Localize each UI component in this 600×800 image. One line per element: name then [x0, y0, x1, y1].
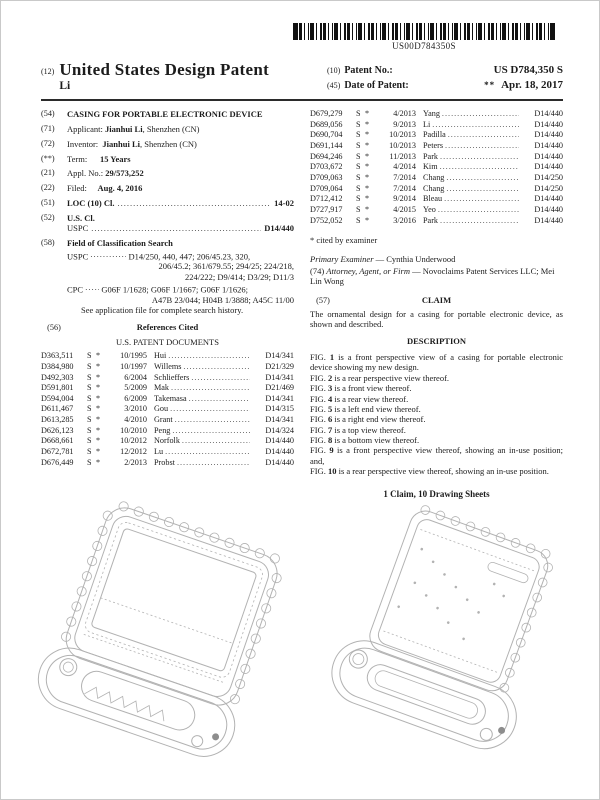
ref-patent-number: D709,064	[310, 183, 343, 193]
ref-name: Mak	[154, 383, 170, 393]
figure-description-line: FIG. 1 is a front perspective view of a casing for portable electronic device showing my new design.	[310, 352, 564, 373]
ref-date: 5/2009	[124, 383, 147, 393]
ref-patent-number: D703,672	[310, 162, 343, 172]
ref-name: Kim	[423, 162, 438, 172]
claims-sheets-note: 1 Claim, 10 Drawing Sheets	[383, 489, 490, 500]
reference-row: D679,279 S * 4/2013 Yang ..... D14/440	[310, 109, 563, 120]
figure-description-line: FIG. 8 is a bottom view thereof.	[310, 434, 420, 445]
search-history-note: See application file for complete search history.	[81, 305, 244, 316]
dot-leader	[171, 383, 250, 394]
dot-leader	[448, 130, 519, 141]
ref-name: Norfolk	[154, 436, 180, 446]
ref-class: D21/329	[265, 361, 294, 371]
field-71-applicant: (71) Applicant: Jianhui Li, Shenzhen (CN)	[41, 123, 200, 134]
ref-patent-number: D691,144	[310, 140, 343, 150]
figure-number: 2	[327, 372, 333, 383]
ref-date: 4/2014	[393, 162, 416, 172]
figure-description-line: FIG. 9 is a front perspective view thereof, showing an in-use position; and,	[310, 445, 564, 466]
ref-date: 10/2012	[120, 436, 147, 446]
figure-number: 10	[327, 466, 337, 477]
ref-date: 4/2015	[393, 204, 416, 214]
figure-description-line: FIG. 2 is a rear perspective view thereof.	[310, 372, 450, 383]
figure-description-line: FIG. 5 is a left end view thereof.	[310, 403, 421, 414]
ref-date: 4/2010	[124, 415, 147, 425]
patent-header	[41, 61, 563, 94]
figure-number: 4	[327, 393, 333, 404]
ref-patent-number: D613,285	[41, 415, 74, 425]
dot-leader	[446, 173, 519, 184]
references-cited-heading: References Cited	[136, 322, 199, 333]
ref-date: 10/2013	[389, 140, 416, 150]
ref-date: 10/1997	[120, 361, 147, 371]
dot-leader	[117, 198, 271, 208]
figure-number: 8	[327, 434, 333, 445]
dot-leader	[165, 447, 250, 458]
ref-patent-number: D712,412	[310, 194, 343, 204]
reference-row: D626,123 S * 10/2010 Peng ..... D14/324	[41, 426, 294, 437]
figure-text: is a front view thereof.	[334, 383, 412, 394]
figure-text: is a rear view thereof.	[334, 393, 409, 404]
ref-patent-number: D694,246	[310, 151, 343, 161]
ref-name: Chang	[423, 183, 445, 193]
figure-number: 3	[327, 383, 333, 394]
attorney-name: Novoclaims Patent Services LLC; Mei Lin Wong	[310, 265, 555, 287]
field-number-45: (45)	[327, 81, 341, 90]
ref-patent-number: D492,303	[41, 372, 74, 382]
figure-description-line: FIG. 6 is a right end view thereof.	[310, 414, 426, 425]
barcode-image	[293, 23, 555, 40]
figure-number: 1	[329, 352, 335, 363]
patent-no-label: Patent No.:	[344, 65, 393, 76]
dot-leader	[445, 141, 519, 152]
dot-leader	[168, 351, 250, 362]
reference-row: D694,246 S * 11/2013 Park ..... D14/440	[310, 152, 563, 163]
ref-class: D14/440	[534, 194, 563, 204]
reference-row: D727,917 S * 4/2015 Yeo ..... D14/440	[310, 205, 563, 216]
reference-row: D689,056 S * 9/2013 Li ..... D14/440	[310, 120, 563, 131]
ref-date: 10/2013	[389, 130, 416, 140]
dot-leader	[183, 362, 250, 373]
reference-row: D709,063 S * 7/2014 Chang ..... D14/250	[310, 173, 563, 184]
dot-leader	[442, 109, 519, 120]
dot-leader	[182, 436, 250, 447]
application-number: 29/573,252	[105, 168, 144, 179]
ref-name: Hui	[154, 351, 167, 361]
ref-patent-number: D690,704	[310, 130, 343, 140]
ref-name: Padilla	[423, 130, 446, 140]
ref-name: Li	[423, 119, 431, 129]
figure-number: 9	[329, 445, 334, 456]
ref-name: Yeo	[423, 204, 436, 214]
ref-date: 10/2010	[120, 425, 147, 435]
reference-row: D690,704 S * 10/2013 Padilla ..... D14/440	[310, 130, 563, 141]
ref-class: D14/440	[534, 215, 563, 225]
ref-class: D14/440	[534, 119, 563, 129]
ref-date: 11/2013	[389, 151, 416, 161]
barcode-number: US00D784350S	[392, 41, 456, 51]
ref-date: 2/2013	[124, 457, 147, 467]
ref-name: Gou	[154, 404, 169, 414]
ref-class: D14/250	[534, 183, 563, 193]
reference-row: D691,144 S * 10/2013 Peters ..... D14/440	[310, 141, 563, 152]
ref-patent-number: D676,449	[41, 457, 74, 467]
ref-class: D14/440	[534, 130, 563, 140]
field-56-references: (56) References Cited	[47, 322, 199, 333]
ref-date: 9/2013	[393, 119, 416, 129]
ref-class: D21/469	[265, 383, 294, 393]
attorney-line: (74) Attorney, Agent, or Firm — Novoclaims Patent Services LLC; Mei Lin Wong	[310, 265, 555, 287]
ref-name: Schlieffers	[154, 372, 190, 382]
patent-date: Apr. 18, 2017	[501, 79, 563, 91]
ref-date: 9/2014	[393, 194, 416, 204]
figure-text: is a top view thereof.	[334, 424, 406, 435]
dot-leader	[438, 205, 519, 216]
dot-leader	[85, 282, 99, 292]
reference-row: D594,004 S * 6/2009 Takemasa ..... D14/341	[41, 394, 294, 405]
ref-patent-number: D709,063	[310, 172, 343, 182]
figure-text: is a front perspective view thereof, showing an in-use position; and,	[310, 445, 564, 466]
dot-leader	[446, 184, 519, 195]
ref-patent-number: D591,801	[41, 383, 74, 393]
dot-leader	[175, 415, 250, 426]
ref-name: Peters	[423, 140, 444, 150]
filing-date: Aug. 4, 2016	[97, 183, 143, 194]
ref-patent-number: D679,279	[310, 109, 343, 118]
uspc-class: D14/440	[264, 223, 294, 234]
ref-class: D14/341	[265, 393, 294, 403]
figure-number: 7	[327, 424, 333, 435]
ref-date: 3/2010	[124, 404, 147, 414]
ref-date: 7/2014	[393, 172, 416, 182]
ref-class: D14/440	[534, 140, 563, 150]
dot-leader	[440, 216, 519, 227]
ref-class: D14/315	[265, 404, 294, 414]
figure-text: is a left end view thereof.	[334, 403, 421, 414]
dot-leader	[432, 120, 519, 131]
figure-number: 5	[327, 403, 333, 414]
ref-class: D14/341	[265, 351, 294, 361]
us-patent-documents-heading: U.S. PATENT DOCUMENTS	[116, 336, 219, 347]
figure-text: is a bottom view thereof.	[334, 434, 420, 445]
field-number-10: (10)	[327, 66, 341, 75]
figure-front-perspective-drawing	[17, 491, 309, 795]
ref-name: Takemasa	[154, 393, 187, 403]
figure-text: is a rear perspective view thereof, showing an in-use position.	[338, 466, 549, 477]
figure-text: is a right end view thereof.	[334, 414, 426, 425]
dot-leader	[172, 426, 250, 437]
ref-class: D14/440	[265, 457, 294, 467]
ref-class: D14/250	[534, 172, 563, 182]
ref-name: Probst	[154, 457, 175, 467]
ref-name: Bleau	[423, 194, 443, 204]
figure-text: is a rear perspective view thereof.	[334, 372, 450, 383]
dot-leader	[177, 458, 250, 469]
field-52-us-cl: (52) U.S. Cl. USPC ..... D14/440	[41, 213, 294, 234]
reference-row: D676,449 S * 2/2013 Probst ..... D14/440	[41, 458, 294, 469]
reference-row: D703,672 S * 4/2014 Kim ..... D14/440	[310, 162, 563, 173]
ref-date: 6/2004	[124, 372, 147, 382]
ref-class: D14/440	[534, 151, 563, 161]
ref-patent-number: D689,056	[310, 119, 343, 129]
ref-class: D14/440	[265, 447, 294, 457]
ref-name: Yang	[423, 109, 440, 118]
ref-patent-number: D752,052	[310, 215, 343, 225]
figure-description-line: FIG. 3 is a front view thereof.	[310, 383, 412, 394]
term-extension-stars: **	[484, 80, 496, 90]
ref-date: 12/2012	[120, 447, 147, 457]
dot-leader	[191, 373, 250, 384]
dot-leader	[90, 249, 126, 259]
patent-number: US D784,350 S	[493, 64, 563, 76]
term-value: 15 Years	[99, 153, 131, 164]
dot-leader	[440, 152, 519, 163]
examiner-name: Cynthia Underwood	[386, 253, 456, 264]
references-table-right	[310, 109, 563, 226]
left-column	[41, 109, 294, 500]
drawing-sheet	[17, 491, 583, 797]
reference-row: D613,285 S * 4/2010 Grant ..... D14/341	[41, 415, 294, 426]
ref-name: Grant	[154, 415, 173, 425]
field-51-loc: (51) LOC (10) Cl. ..... 14-02	[41, 198, 294, 208]
field-54-title: (54) CASING FOR PORTABLE ELECTRONIC DEVICE	[41, 109, 294, 119]
ref-name: Park	[423, 151, 439, 161]
ref-date: 10/1995	[120, 351, 147, 361]
applicant-name: Jianhui Li	[105, 123, 143, 134]
ref-date: 6/2009	[124, 393, 147, 403]
ref-patent-number: D594,004	[41, 393, 74, 403]
ref-name: Park	[423, 215, 439, 225]
ref-date: 4/2013	[393, 109, 416, 118]
figure-description-line: FIG. 10 is a rear perspective view thereof, showing an in-use position.	[310, 466, 549, 477]
reference-row: D668,661 S * 10/2012 Norfolk ..... D14/440	[41, 436, 294, 447]
ref-patent-number: D668,661	[41, 436, 74, 446]
figure-text: is a front perspective view of a casing for portable electronic device showing my new design.	[310, 352, 564, 373]
ref-patent-number: D384,980	[41, 361, 74, 371]
field-57-claim: (57) CLAIM	[316, 294, 452, 305]
figure-descriptions	[310, 352, 563, 476]
patent-title: United States Design Patent	[59, 60, 270, 79]
header-rule	[41, 99, 563, 101]
ref-patent-number: D672,781	[41, 447, 74, 457]
figure-description-line: FIG. 4 is a rear view thereof.	[310, 393, 409, 404]
ref-name: Willems	[154, 361, 182, 371]
field-21-appl-no: (21) Appl. No.: 29/573,252	[41, 168, 144, 179]
dot-leader	[440, 162, 519, 173]
ref-patent-number: D611,467	[41, 404, 74, 414]
invention-title: CASING FOR PORTABLE ELECTRONIC DEVICE	[67, 109, 263, 119]
reference-row: D709,064 S * 7/2014 Chang ..... D14/250	[310, 184, 563, 195]
field-number-12: (12)	[41, 67, 55, 76]
figure-rear-perspective-drawing	[309, 491, 583, 795]
description-heading: DESCRIPTION	[406, 335, 467, 346]
claim-heading: CLAIM	[421, 294, 452, 305]
dot-leader	[444, 194, 519, 205]
figure-description-line: FIG. 7 is a top view thereof.	[310, 424, 406, 435]
primary-examiner-line: Primary Examiner — Cynthia Underwood	[310, 253, 456, 264]
date-of-patent-label: Date of Patent:	[344, 80, 409, 91]
claim-text: The ornamental design for a casing for portable electronic device, as shown and described.	[310, 309, 563, 330]
reference-row: D384,980 S * 10/1997 Willems ..... D21/329	[41, 362, 294, 373]
reference-row: D672,781 S * 12/2012 Lu ..... D14/440	[41, 447, 294, 458]
ref-class: D14/440	[534, 109, 563, 118]
dot-leader	[189, 394, 250, 405]
barcode-block	[293, 23, 555, 51]
ref-date: 3/2016	[393, 215, 416, 225]
reference-row: D492,303 S * 6/2004 Schlieffers ..... D14/341	[41, 373, 294, 384]
reference-row: D712,412 S * 9/2014 Bleau ..... D14/440	[310, 194, 563, 205]
inventor-name: Jianhui Li	[102, 138, 140, 149]
ref-class: D14/440	[534, 162, 563, 172]
ref-date: 7/2014	[393, 183, 416, 193]
figure-number: 6	[327, 414, 333, 425]
ref-patent-number: D727,917	[310, 204, 343, 214]
field-58-classification-search: (58) Field of Classification Search USPC ..... D14/250, 440, 447; 206/45.23, 320, 206/45.2; 361/679.55; 294/25; 224/218, 224/222; D9/414; D3/29; D11/3 CPC ..... G06F 1/1628; G06F 1/1667; G06F 1/1626; A47B 23/044; H04B 1/3888; A45C 11/00 See application file for complete search history.	[41, 238, 294, 315]
ref-patent-number: D363,511	[41, 351, 74, 361]
right-column	[310, 109, 563, 500]
ref-class: D14/341	[265, 372, 294, 382]
inventor-surname: Li	[59, 79, 71, 92]
reference-row: D591,801 S * 5/2009 Mak ..... D21/469	[41, 383, 294, 394]
ref-class: D14/341	[265, 415, 294, 425]
ref-name: Chang	[423, 172, 445, 182]
cited-by-examiner-note: * cited by examiner	[310, 235, 378, 246]
field-72-inventor: (72) Inventor: Jianhui Li, Shenzhen (CN)	[41, 138, 197, 149]
ref-patent-number: D626,123	[41, 425, 74, 435]
reference-row: D363,511 S * 10/1995 Hui ..... D14/341	[41, 351, 294, 362]
ref-name: Peng	[154, 425, 171, 435]
field-term: (**) Term: 15 Years	[41, 153, 131, 164]
dot-leader	[91, 223, 261, 233]
references-table-left	[41, 351, 294, 468]
dot-leader	[170, 404, 250, 415]
reference-row: D752,052 S * 3/2016 Park ..... D14/440	[310, 216, 563, 227]
loc-class: 14-02	[274, 198, 294, 209]
reference-row: D611,467 S * 3/2010 Gou ..... D14/315	[41, 404, 294, 415]
ref-class: D14/440	[534, 204, 563, 214]
field-22-filed: (22) Filed: Aug. 4, 2016	[41, 183, 143, 194]
ref-name: Lu	[154, 447, 164, 457]
ref-class: D14/324	[265, 425, 294, 435]
ref-class: D14/440	[265, 436, 294, 446]
